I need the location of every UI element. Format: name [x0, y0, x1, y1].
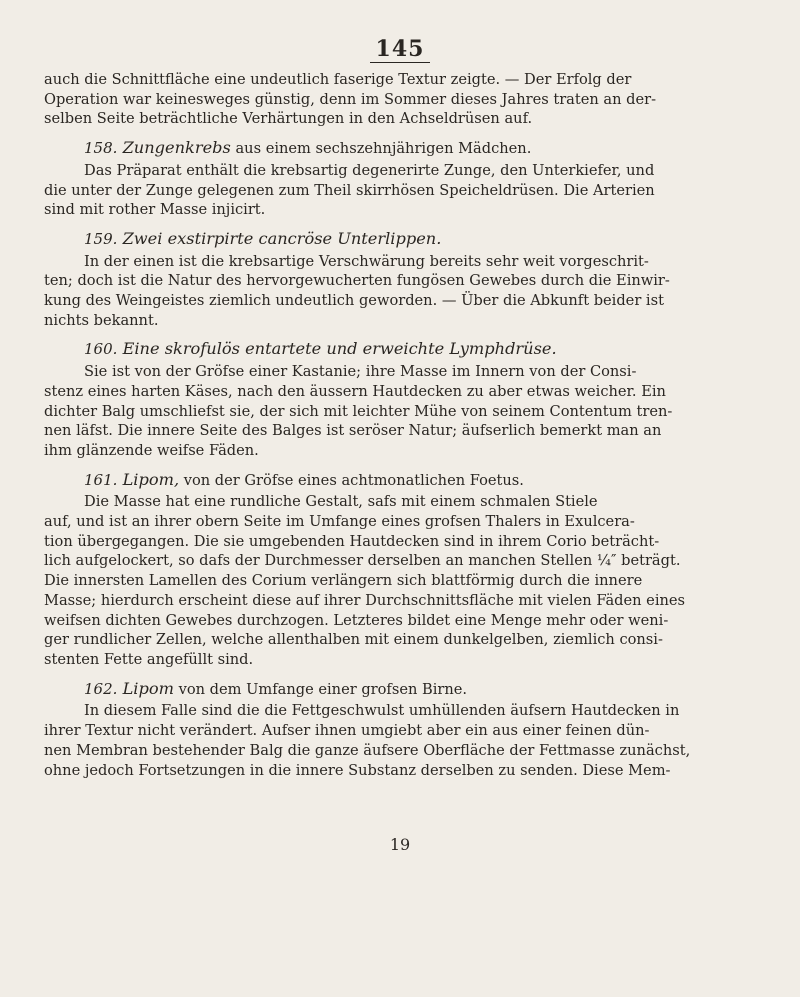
text-line: selben Seite beträchtliche Verhärtungen in den Achseldrüsen auf. — [44, 110, 533, 128]
entry-subtitle: aus einem sechszehnjährigen Mädchen. — [230, 140, 532, 158]
entry-heading-162 — [44, 679, 752, 700]
paragraph-continuation — [44, 70, 752, 129]
entry-number: 161. — [84, 470, 118, 489]
entry-heading-158 — [44, 138, 752, 159]
entry-number: 160. — [84, 340, 118, 359]
text-line: ihrer Textur nicht verändert. Aufser ihnen umgiebt aber ein aus einer feinen dün- — [44, 722, 650, 740]
text-line: Die Masse hat eine rundliche Gestalt, safs mit einem schmalen Stiele — [84, 493, 598, 511]
entry-number: 159. — [84, 229, 118, 248]
entry-heading-160 — [44, 339, 752, 360]
text-line: Operation war keinesweges günstig, denn im Sommer dieses Jahres traten an der- — [44, 90, 657, 108]
entry-heading-161 — [44, 470, 752, 491]
text-line: nen Membran bestehender Balg die ganze äufsere Oberfläche der Fettmasse zunächst, — [44, 741, 691, 759]
text-line: Das Präparat enthält die krebsartig degenerirte Zunge, den Unterkiefer, und — [84, 161, 655, 179]
entry-paragraph-160 — [44, 362, 752, 461]
text-line: In der einen ist die krebsartige Verschwärung bereits sehr weit vorgeschrit- — [84, 252, 649, 270]
text-line: lich aufgelockert, so dafs der Durchmesser derselben an manchen Stellen ¼″ beträgt. — [44, 552, 681, 570]
entry-paragraph-159 — [44, 252, 752, 331]
text-line: stenz eines harten Käses, nach den äussern Hautdecken zu aber etwas weicher. Ein — [44, 382, 666, 400]
entry-title: Lipom, — [122, 469, 180, 489]
entry-paragraph-158 — [44, 161, 752, 220]
text-line: kung des Weingeistes ziemlich undeutlich geworden. — Über die Abkunft beider ist — [44, 292, 664, 310]
text-line: weifsen dichten Gewebes durchzogen. Letzteres bildet eine Menge mehr oder weni- — [44, 611, 669, 629]
text-line: nichts bekannt. — [44, 311, 159, 329]
entry-subtitle: von dem Umfange einer grofsen Birne. — [173, 680, 468, 698]
text-line: Die innersten Lamellen des Corium verlängern sich blattförmig durch die innere — [44, 572, 643, 590]
text-line: ten; doch ist die Natur des hervorgewucherten fungösen Gewebes durch die Einwir- — [44, 272, 670, 290]
text-line: nen läfst. Die innere Seite des Balges ist seröser Natur; äufserlich bemerkt man an — [44, 422, 662, 440]
text-line: ihm glänzende weifse Fäden. — [44, 441, 259, 459]
text-line: stenten Fette angefüllt sind. — [44, 650, 254, 668]
entry-subtitle: von der Gröfse eines achtmonatlichen Foetus. — [179, 471, 524, 489]
entry-title: Zwei exstirpirte cancröse Unterlippen. — [122, 228, 442, 248]
signature-mark: 19 — [389, 835, 411, 854]
text-line: auf, und ist an ihrer obern Seite im Umfange eines grofsen Thalers in Exulcera- — [44, 513, 635, 531]
text-line: die unter der Zunge gelegenen zum Theil skirrhösen Speicheldrüsen. Die Arterien — [44, 181, 655, 199]
entry-title: Zungenkrebs — [122, 138, 231, 158]
text-line: ohne jedoch Fortsetzungen in die innere Substanz derselben zu senden. Diese Mem- — [44, 761, 671, 779]
body-text — [44, 70, 752, 780]
text-line: tion übergegangen. Die sie umgebenden Hautdecken sind in ihrem Corio beträcht- — [44, 532, 660, 550]
text-line: sind mit rother Masse injicirt. — [44, 201, 266, 219]
entry-title: Eine skrofulös entartete und erweichte Lymphdrüse. — [122, 339, 557, 359]
entry-title: Lipom — [122, 678, 174, 698]
entry-number: 158. — [84, 139, 118, 158]
text-line: Sie ist von der Gröfse einer Kastanie; ihre Masse im Innern von der Consi- — [84, 363, 637, 381]
entry-number: 162. — [84, 679, 118, 698]
page-number: 145 — [0, 36, 800, 63]
entry-paragraph-162 — [44, 701, 752, 780]
text-line: Masse; hierdurch erscheint diese auf ihrer Durchschnittsfläche mit vielen Fäden eines — [44, 591, 686, 609]
text-line: dichter Balg umschliefst sie, der sich mit leichter Mühe von seinem Contentum tren- — [44, 402, 673, 420]
text-line: auch die Schnittfläche eine undeutlich faserige Textur zeigte. — Der Erfolg der — [44, 71, 632, 88]
entry-paragraph-161 — [44, 492, 752, 669]
entry-heading-159 — [44, 229, 752, 250]
text-line: In diesem Falle sind die die Fettgeschwulst umhüllenden äufsern Hautdecken in — [84, 702, 680, 720]
text-line: ger rundlicher Zellen, welche allenthalben mit einem dunkelgelben, ziemlich consi- — [44, 631, 663, 649]
